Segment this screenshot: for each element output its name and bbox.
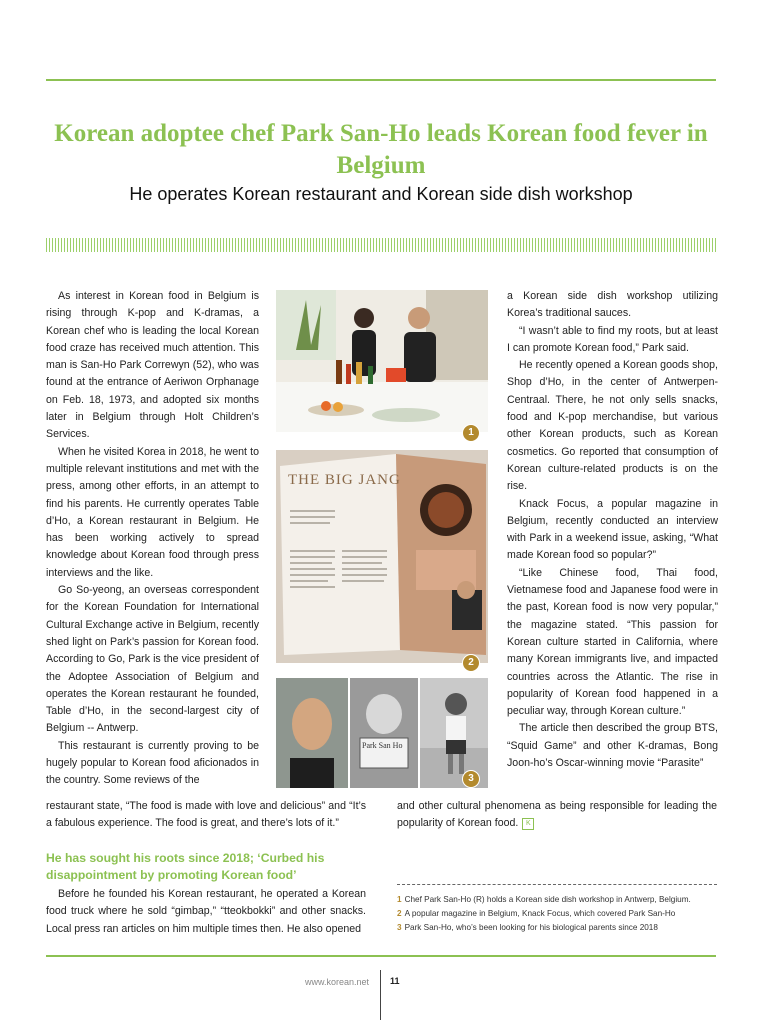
paragraph-continuation: restaurant state, “The food is made with love and delicious” and “It’s a fabulous experience. The food is great, and there’s lots of it.”: [46, 800, 366, 830]
article-subtitle: He operates Korean restaurant and Korean side dish workshop: [129, 184, 633, 204]
childhood-illustration: [350, 678, 418, 788]
paragraph: a Korean side dish workshop utilizing Korea’s traditional sauces.: [507, 290, 718, 320]
section-subhead: He has sought his roots since 2018; ‘Curbed his disappointment by promoting Korean food’: [46, 851, 325, 882]
paragraph: This restaurant is currently proving to be hugely popular to Korean food aficionados in the country. Some reviews of the: [46, 739, 259, 787]
page-number: 11: [390, 976, 400, 986]
caption-text: Park San-Ho, who’s been looking for his biological parents since 2018: [404, 923, 658, 932]
caption-text: Chef Park San-Ho (R) holds a Korean side dish workshop in Antwerp, Belgium.: [404, 895, 691, 904]
workshop-photo: [276, 290, 488, 432]
bottom-rule: [46, 955, 716, 957]
paragraph: As interest in Korean food in Belgium is rising through K-pop and K-dramas, a Korean chef who is leading the local Korean food craze has received much attention. This man is San-Ho Park Correwyn (52), who was found at the entrance of Aeriwon Orphanage on Feb. 18, 1973, and adopted six months later in Belgium through Holt Children’s Services.: [46, 290, 259, 441]
paragraph: The article then described the group BTS, “Squid Game” and other K-dramas, Bong Joon-ho’s Oscar-winning movie “Parasite”: [507, 722, 718, 770]
paragraph: Go So-yeong, an overseas correspondent for the Korean Foundation for International Cultural Exchange active in Belgium, recently shed light on Park’s passion for Korean food. According to Go, Park is the vice president of the Adoptee Association of Belgium and operates the Korean restaurant he founded, Table d’Ho, in the second-largest city of Belgium -- Antwerp.: [46, 584, 259, 735]
left-column: [46, 288, 259, 790]
caption-text: A popular magazine in Belgium, Knack Focus, which covered Park San-Ho: [404, 909, 676, 918]
photo-badge: 2: [462, 654, 480, 672]
portrait-illustration: [276, 678, 348, 788]
photo-caption: [397, 894, 691, 906]
magazine-heading: THE BIG JANG: [288, 472, 401, 488]
article-title: Korean adoptee chef Park San-Ho leads Korean food fever in Belgium: [54, 120, 708, 179]
caption-number: 3: [397, 923, 402, 932]
workshop-illustration: [276, 290, 488, 432]
end-mark-icon: K: [522, 818, 534, 830]
paragraph: Knack Focus, a popular magazine in Belgium, recently conducted an interview with Park in a weekend issue, asking, “What made Korean food so popular?”: [507, 497, 718, 562]
footer-url: www.korean.net: [305, 977, 370, 987]
child-standing-illustration: [420, 678, 488, 788]
name-sign-text: Park San Ho: [362, 741, 403, 750]
photo-caption: [397, 922, 658, 934]
paragraph-text: and other cultural phenomena as being responsible for leading the popularity of Korean food.: [397, 800, 717, 830]
caption-number: 1: [397, 895, 402, 904]
childhood-photo: [420, 678, 488, 788]
paragraph: “I wasn’t able to find my roots, but at least I can promote Korean food,” Park said.: [507, 324, 718, 354]
paragraph-text: Before he founded his Korean restaurant, he operated a Korean food truck where he sold “gimbap,” “tteokbokki” and other snacks. Local press ran articles on him multiple times then. He also opened: [46, 888, 366, 935]
decorative-hatch-band: [46, 238, 718, 252]
photo-badge: 1: [462, 424, 480, 442]
photo-badge: 3: [462, 770, 480, 788]
magazine-photo: [276, 450, 488, 663]
paragraph: When he visited Korea in 2018, he went to multiple relevant institutions and met with the press, among other efforts, in an attempt to find his parents. He currently operates Table d’Ho, a Korean restaurant in Belgium. He has been working actively to spread knowledge about Korean food through press interviews and the like.: [46, 445, 259, 579]
paragraph: [46, 886, 366, 938]
caption-divider: [397, 884, 717, 885]
top-rule: [46, 79, 716, 81]
childhood-photo: [350, 678, 418, 788]
caption-number: 2: [397, 909, 402, 918]
paragraph: He recently opened a Korean goods shop, Shop d’Ho, in the center of Antwerpen-Centraal. There, he not only sells snacks, food and K-pop merchandise, but various other Korean products, such as Korean cosmetics. Go reported that consumption of Korean culture-related products is on the rise.: [507, 359, 718, 493]
footer-divider: [380, 970, 381, 1020]
photo-caption: [397, 908, 675, 920]
right-column: [507, 288, 718, 772]
paragraph-continuation: [397, 798, 717, 833]
portrait-photo: [276, 678, 348, 788]
paragraph: “Like Chinese food, Thai food, Vietnamese food and Japanese food were in the past, Korean food is now very popular,” the magazine stated. “This passion for Korean culture started in California, where many Korean immigrants live, and impacted countries across the Atlantic. The rise in popularity of Korean food happened in a peculiar way, through Korean culture.”: [507, 566, 718, 718]
